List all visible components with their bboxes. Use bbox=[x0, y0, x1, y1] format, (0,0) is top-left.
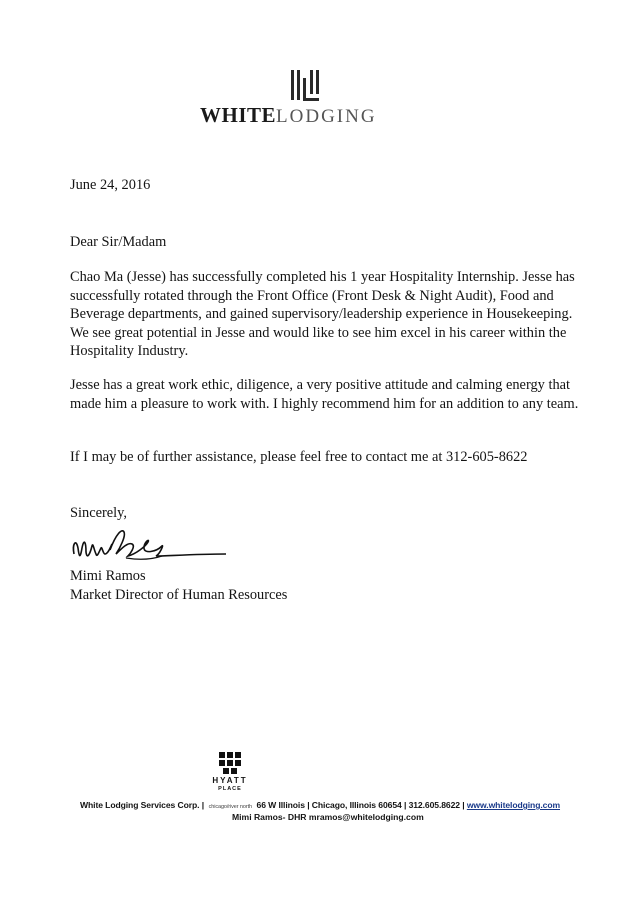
hyatt-place-logo-icon bbox=[216, 750, 246, 778]
hyatt-brand: HYATT bbox=[212, 776, 248, 785]
paragraph-1: Chao Ma (Jesse) has successfully completed his 1 year Hospitality Internship. Jesse has successfully rotated through the Front Office (Front Desk & Night Audit), Food and Beverage departments, and gained supervisory/leadership experience in Housekeeping. We see great potential in Jesse and would like to see him excel in his career within the Hospitality Industry. bbox=[70, 269, 575, 360]
logo-text-light: LODGING bbox=[276, 106, 377, 127]
footer-company: White Lodging Services Corp. bbox=[80, 800, 200, 810]
footer-contact: Mimi Ramos- DHR mramos@whitelodging.com bbox=[232, 812, 424, 822]
closing: Sincerely, bbox=[70, 505, 128, 521]
white-lodging-emblem-icon bbox=[285, 68, 325, 104]
footer-city: Chicago, Illinois 60654 bbox=[311, 800, 402, 810]
footer-phone: 312.605.8622 bbox=[408, 800, 460, 810]
footer-location-tag: chicago/river north bbox=[208, 804, 252, 810]
letterhead-logo bbox=[200, 103, 440, 128]
paragraph-2: Jesse has a great work ethic, diligence, a very positive attitude and calming energy that made him a pleasure to work with. I highly recommend him for an addition to any team. bbox=[70, 377, 579, 412]
handwritten-signature bbox=[66, 524, 236, 572]
signer-name: Mimi Ramos bbox=[70, 568, 146, 584]
hyatt-place-wordmark bbox=[200, 776, 260, 794]
signer-title: Market Director of Human Resources bbox=[70, 587, 288, 603]
salutation: Dear Sir/Madam bbox=[70, 234, 167, 250]
footer-website-link[interactable]: www.whitelodging.com bbox=[466, 800, 561, 810]
footer-address: 66 W Illinois bbox=[256, 800, 305, 810]
footer-address-line: White Lodging Services Corp. | chicago/river north 66 W Illinois | Chicago, Illinois 60654 | 312.605.8622 | www.whitelodging.com bbox=[80, 800, 561, 810]
logo-text-bold: WHITE bbox=[200, 103, 277, 127]
letter-date: June 24, 2016 bbox=[70, 177, 151, 193]
paragraph-3: If I may be of further assistance, please feel free to contact me at 312-605-8622 bbox=[70, 449, 528, 465]
hyatt-sub: PLACE bbox=[218, 786, 242, 792]
